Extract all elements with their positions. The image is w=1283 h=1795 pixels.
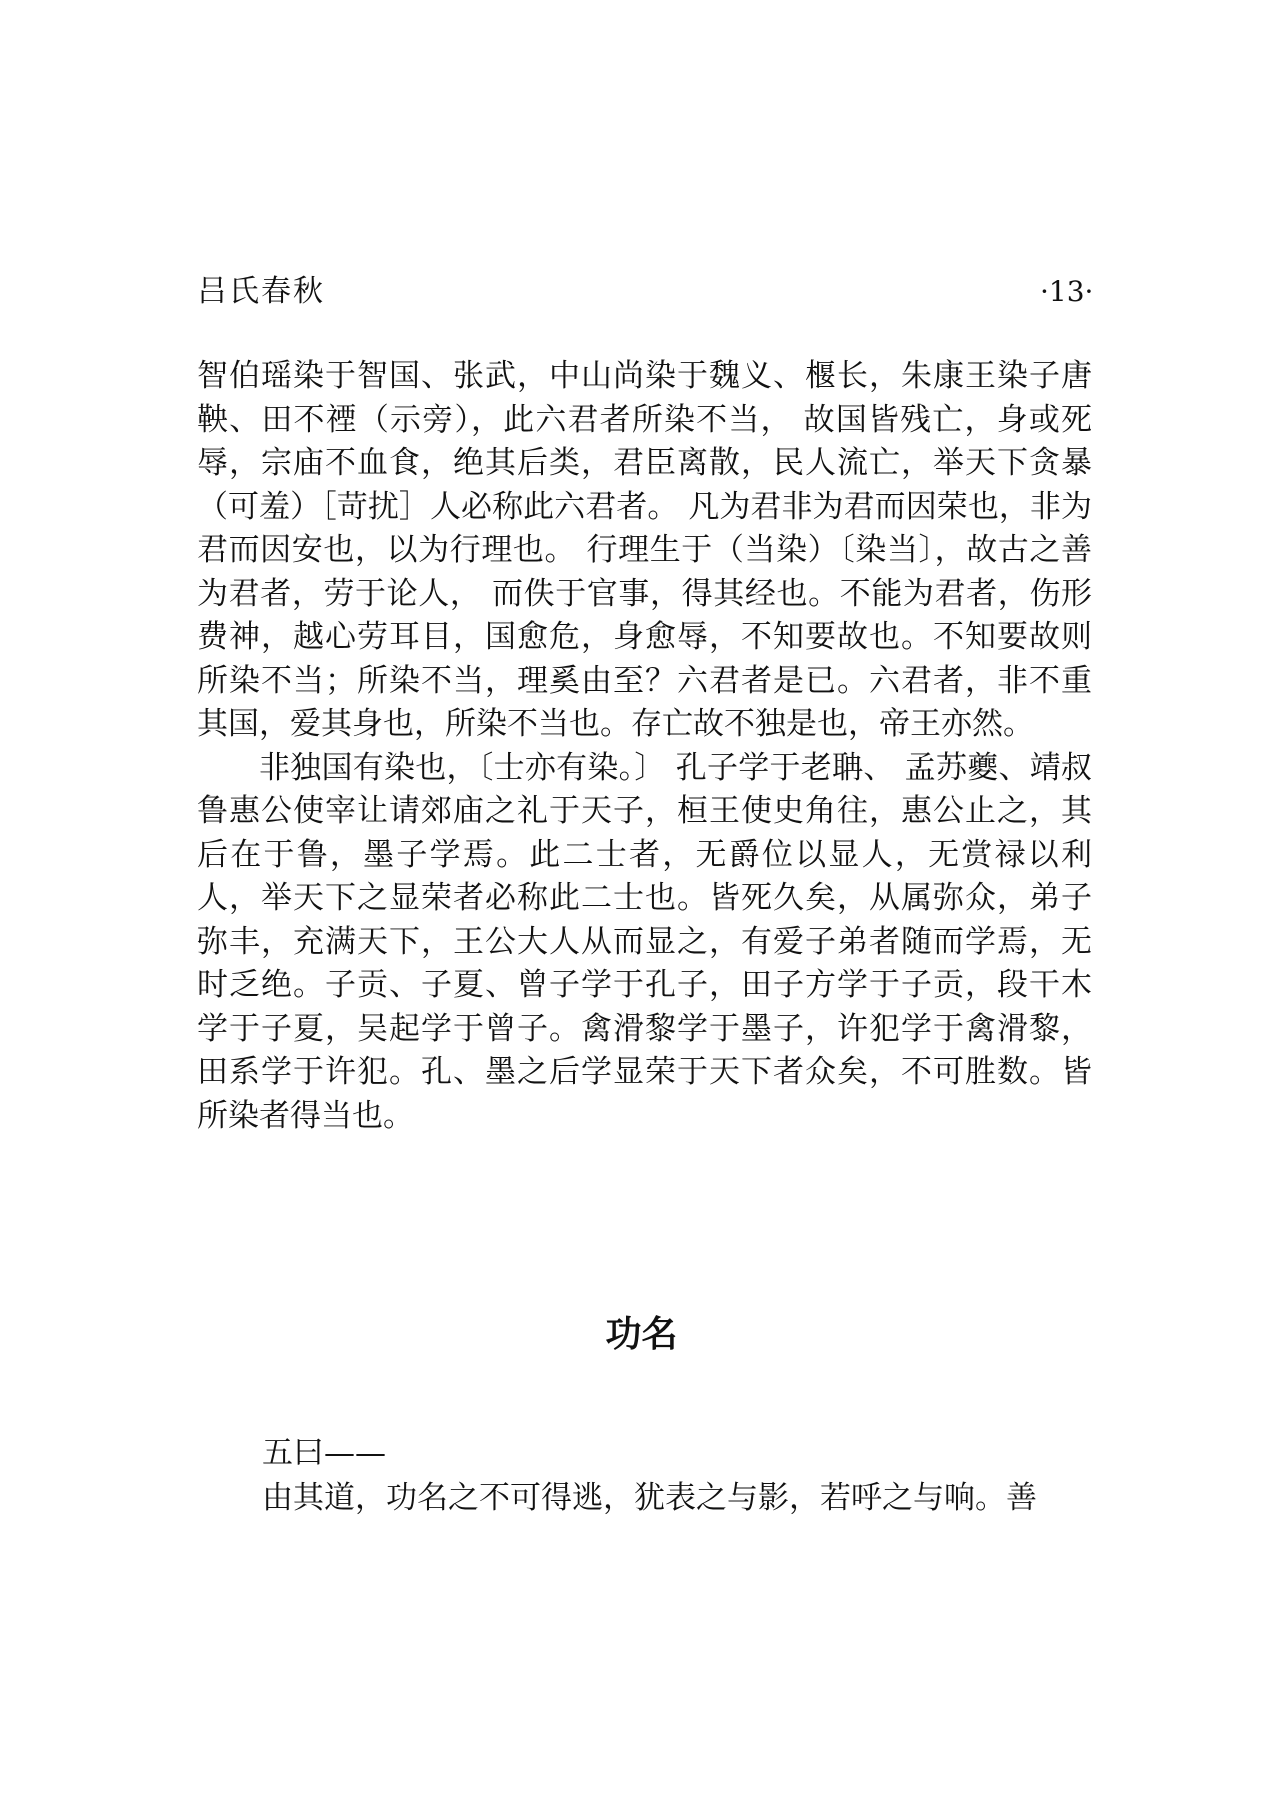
paragraph-1: 智伯瑶染于智国、张武，中山尚染于魏义、椻长，朱康王染子唐鞅、田不禋（示旁），此六君者所染不当， 故国皆残亡，身或死辱，宗庙不血食，绝其后类，君臣离散，民人流亡，举天下贪暴（可羞）［苛扰］人必称此六君者。 凡为君非为君而因荣也，非为君而因安也，以为行理也。 行理生于（当染）〔染当〕，故古之善为君者，劳于论人， 而佚于官事，得其经也。不能为君者，伤形费神，越心劳耳目，国愈危，身愈辱，不知要故也。不知要故则所染不当；所染不当，理奚由至？六君者是已。六君者，非不重其国，爱其身也，所染不当也。存亡故不独是也，帝王亦然。 bbox=[197, 358, 1092, 742]
running-title: 吕氏春秋 bbox=[197, 274, 325, 309]
body-text bbox=[197, 355, 1092, 1138]
section-first-line: 由其道，功名之不可得逃，犹表之与影，若呼之与响。善 bbox=[262, 1480, 1037, 1516]
page-number: ·13· bbox=[1040, 275, 1094, 308]
section-title: 功名 bbox=[605, 1314, 678, 1355]
section-intro-label: 五曰—— bbox=[262, 1435, 386, 1471]
paragraph-2: 非独国有染也，〔士亦有染。〕 孔子学于老聃、 孟苏夔、靖叔鲁惠公使宰让请郊庙之礼于天子，桓王使史角往，惠公止之，其后在于鲁，墨子学焉。此二士者，无爵位以显人，无赏禄以利人，举天下之显荣者必称此二士也。皆死久矣，从属弥众，弟子弥丰，充满天下，王公大人从而显之，有爱子弟者随而学焉，无时乏绝。子贡、子夏、曾子学于孔子，田子方学于子贡，段干木学于子夏，吴起学于曾子。禽滑黎学于墨子，许犯学于禽滑黎，田系学于许犯。孔、墨之后学显荣于天下者众矣，不可胜数。皆所染者得当也。 bbox=[197, 749, 1092, 1134]
